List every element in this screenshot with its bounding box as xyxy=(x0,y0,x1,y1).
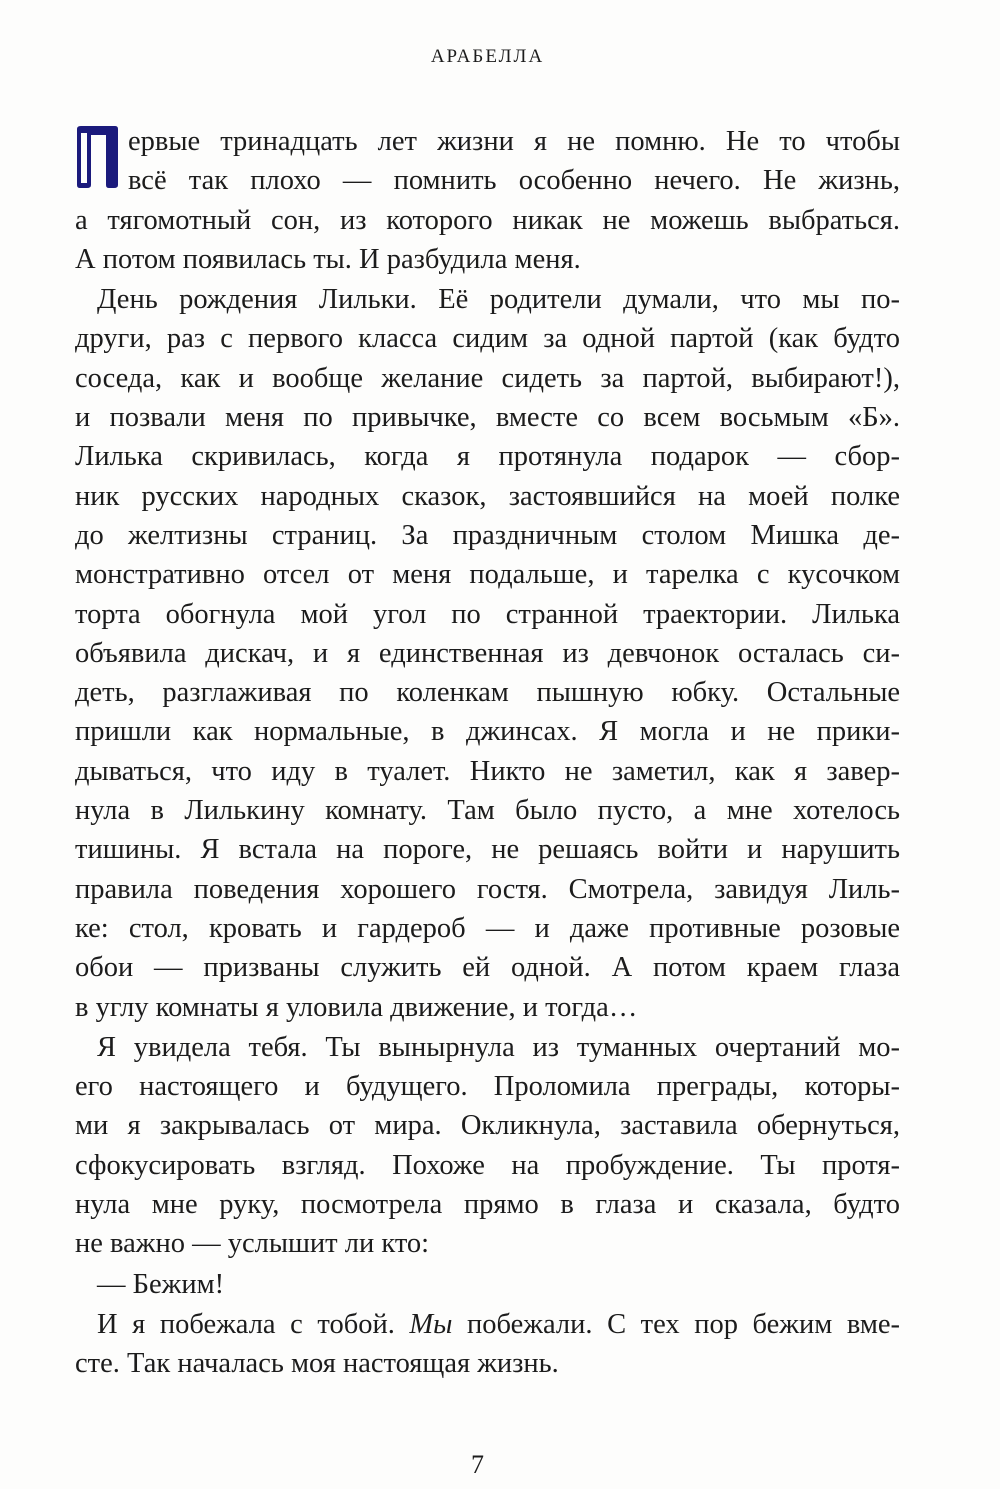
text-line: дываться, что иду в туалет. Никто не заметил, как я завер- xyxy=(75,755,900,787)
text-line: ми я закрывалась от мира. Окликнула, заставила обернуться, xyxy=(75,1110,900,1142)
text-line: ке: стол, кровать и гардероб — и даже противные розовые xyxy=(75,912,900,944)
text-line: сте. Так началась моя настоящая жизнь. xyxy=(75,1348,559,1380)
text-line: тишины. Я встала на пороге, не решаясь войти и нарушить xyxy=(75,834,900,866)
text-line: монстративно отсел от меня подальше, и тарелка с кусочком xyxy=(75,559,900,591)
text-line: День рождения Лильки. Её родители думали, что мы по- xyxy=(97,284,900,316)
text-line: до желтизны страниц. За праздничным столом Мишка де- xyxy=(75,519,900,551)
text-span: побежали. С тех пор бежим вме- xyxy=(452,1308,900,1340)
paragraph xyxy=(75,280,900,1027)
text-line: А потом появилась ты. И разбудила меня. xyxy=(75,243,581,275)
text-line: деть, разглаживая по коленкам пышную юбку. Остальные xyxy=(75,677,900,709)
body-text xyxy=(75,122,900,1384)
text-line: нула в Лилькину комнату. Там было пусто, а мне хотелось xyxy=(75,795,900,827)
text-line: в углу комнаты я уловила движение, и тогда… xyxy=(75,991,638,1023)
paragraph xyxy=(75,1028,900,1264)
text-line: его настоящего и будущего. Проломила преграды, которы- xyxy=(75,1071,900,1103)
italic-word: Мы xyxy=(409,1308,453,1340)
text-line: ник русских народных сказок, застоявшийся на моей полке xyxy=(75,480,900,512)
text-line: нула мне руку, посмотрела прямо в глаза и сказала, будто xyxy=(75,1189,900,1221)
text-line: соседа, как и вообще желание сидеть за партой, выбирают!), xyxy=(75,362,900,394)
text-line: други, раз с первого класса сидим за одной партой (как будто xyxy=(75,323,900,355)
text-line: обои — призваны служить ей одной. А потом краем глаза xyxy=(75,952,900,984)
text-span: И я побежала с тобой. xyxy=(97,1308,410,1340)
paragraph xyxy=(75,122,900,279)
text-line: и позвали меня по привычке, вместе со всем восьмым «Б». xyxy=(75,402,900,434)
page-number: 7 xyxy=(471,1450,484,1479)
text-line: Лилька скривилась, когда я протянула подарок — сбор- xyxy=(75,441,900,473)
text-line: пришли как нормальные, в джинсах. Я могла и не прики- xyxy=(75,716,900,748)
paragraph xyxy=(75,1305,900,1384)
text-line: сфокусировать взгляд. Похоже на пробуждение. Ты протя- xyxy=(75,1149,900,1181)
text-line: объявила дискач, и я единственная из девчонок осталась си- xyxy=(75,637,900,669)
running-header: АРАБЕЛЛА xyxy=(430,46,545,67)
text-line: торта обогнула мой угол по странной траектории. Лилька xyxy=(75,598,900,630)
text-line: а тягомотный сон, из которого никак не можешь выбраться. xyxy=(75,204,900,236)
text-line xyxy=(75,1305,900,1344)
text-line: всё так плохо — помнить особенно нечего. Не жизнь, xyxy=(128,165,900,197)
text-line: — Бежим! xyxy=(97,1268,225,1300)
paragraph xyxy=(75,1265,900,1304)
text-line: не важно — услышит ли кто: xyxy=(75,1228,430,1260)
text-line: правила поведения хорошего гостя. Смотрела, завидуя Лиль- xyxy=(75,873,900,905)
text-line: Я увидела тебя. Ты вынырнула из туманных очертаний мо- xyxy=(97,1031,900,1063)
text-line: ервые тринадцать лет жизни я не помню. Не то чтобы xyxy=(128,126,900,157)
